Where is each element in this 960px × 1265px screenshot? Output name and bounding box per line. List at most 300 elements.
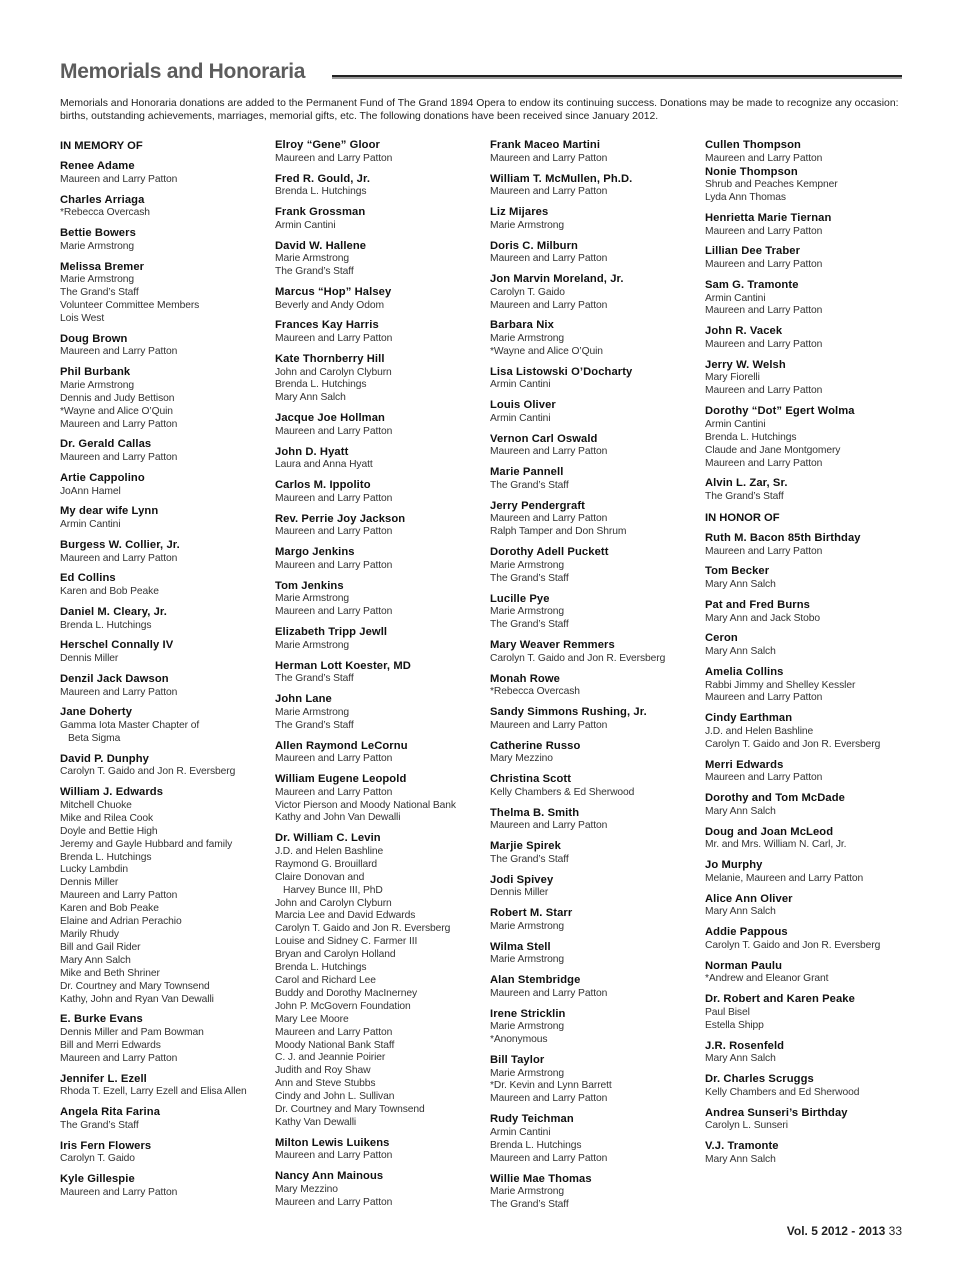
honoree-name: Ceron <box>705 632 738 645</box>
donor-name: Marie Armstrong <box>490 1067 565 1079</box>
donor-name: Kelly Chambers & Ed Sherwood <box>490 786 635 798</box>
honoree-name: E. Burke Evans <box>60 1013 143 1026</box>
donor-name: Claude and Jane Montgomery <box>705 444 841 456</box>
donor-name: The Grand’s Staff <box>490 572 569 584</box>
donor-name: Mitchell Chuoke <box>60 799 132 811</box>
donor-name: Bill and Gail Rider <box>60 941 141 953</box>
donor-name: Armin Cantini <box>705 292 766 304</box>
donor-name: Maureen and Larry Patton <box>275 1150 393 1162</box>
honoree-name: Dr. Gerald Callas <box>60 438 152 451</box>
memorial-entry <box>490 139 700 166</box>
donor-name: Carolyn T. Gaido and Jon R. Eversberg <box>705 939 881 951</box>
donor-name: Maureen and Larry Patton <box>60 418 178 430</box>
honoree-name: Vernon Carl Oswald <box>490 432 598 445</box>
memorial-entry <box>705 599 915 626</box>
donor-name: Jeremy and Gayle Hubbard and family <box>60 838 233 850</box>
honoree-name: Mary Weaver Remmers <box>490 639 615 652</box>
donor-name: Mary Ann Salch <box>705 646 776 658</box>
memorial-entry <box>705 859 915 886</box>
honoree-name: Dorothy “Dot” Egert Wolma <box>705 405 855 418</box>
honoree-name: Ruth M. Bacon 85th Birthday <box>705 531 861 544</box>
memorial-entry <box>705 1140 915 1167</box>
donor-name: Judith and Roy Shaw <box>275 1065 371 1077</box>
donor-name: Maureen and Larry Patton <box>705 338 823 350</box>
memorial-entry <box>490 740 700 767</box>
donor-name: The Grand’s Staff <box>490 479 569 491</box>
donor-name: Buddy and Dorothy MacInerney <box>275 987 418 999</box>
memorial-entry <box>490 319 700 358</box>
honoree-name: My dear wife Lynn <box>60 505 159 518</box>
honoree-name: William J. Edwards <box>60 786 164 799</box>
donor-name: The Grand’s Staff <box>490 619 569 631</box>
donor-name: Brenda L. Hutchings <box>275 962 367 974</box>
memorial-entry <box>705 279 915 318</box>
donor-name: Armin Cantini <box>490 379 551 391</box>
honoree-name: Wilma Stell <box>490 940 551 953</box>
honoree-name: Monah Rowe <box>490 672 560 685</box>
donor-name: Maureen and Larry Patton <box>275 492 393 504</box>
memorial-entry <box>275 513 485 540</box>
donor-name: Mary Lee Moore <box>275 1013 349 1025</box>
honoree-name: Alice Ann Oliver <box>705 892 793 905</box>
honoree-name: Fred R. Gould, Jr. <box>275 172 371 185</box>
memorial-entry <box>705 792 915 819</box>
honoree-name: Dorothy Adell Puckett <box>490 546 609 559</box>
donor-name: Maureen and Larry Patton <box>275 526 393 538</box>
honoree-name: Iris Fern Flowers <box>60 1139 152 1152</box>
donor-name: Lucky Lambdin <box>60 864 128 876</box>
donor-name: Cindy and John L. Sullivan <box>275 1091 395 1103</box>
honoree-name: Herman Lott Koester, MD <box>275 659 411 672</box>
donor-name: Melanie, Maureen and Larry Patton <box>705 872 864 884</box>
memorial-entry <box>490 673 700 700</box>
donor-name: Armin Cantini <box>490 1126 551 1138</box>
memorial-entry <box>60 1106 270 1133</box>
donor-name: Marie Armstrong <box>275 706 350 718</box>
donor-name: Carolyn T. Gaido and Jon R. Eversberg <box>705 738 881 750</box>
donor-name: Maureen and Larry Patton <box>275 425 393 437</box>
memorial-entry <box>705 565 915 592</box>
donor-name: Maureen and Larry Patton <box>490 186 608 198</box>
memorial-entry <box>705 993 915 1032</box>
honoree-name: Alan Stembridge <box>490 974 581 987</box>
memorial-entry <box>275 580 485 619</box>
memorial-entry <box>60 1073 270 1100</box>
memorial-entry <box>705 759 915 786</box>
donor-name: Maureen and Larry Patton <box>60 346 178 358</box>
donor-name: Brenda L. Hutchings <box>60 851 152 863</box>
donor-name: Ann and Steve Stubbs <box>275 1078 376 1090</box>
honoree-name: Doug and Joan McLeod <box>705 825 834 838</box>
donor-name: John and Carolyn Clyburn <box>275 366 392 378</box>
honoree-name: Jerry Pendergraft <box>490 499 585 512</box>
donor-name: Maureen and Larry Patton <box>60 552 178 564</box>
donor-name: Maureen and Larry Patton <box>275 152 393 164</box>
donor-name: Lyda Ann Thomas <box>705 192 786 203</box>
honoree-name: Lucille Pye <box>490 592 550 605</box>
memorial-entry <box>275 479 485 506</box>
honoree-name: Jane Doherty <box>60 706 133 719</box>
donor-name: Marie Armstrong <box>490 954 565 966</box>
honoree-name: Jodi Spivey <box>490 873 554 886</box>
honoree-name: Tom Jenkins <box>275 579 344 592</box>
memorial-entry <box>490 1054 700 1106</box>
donor-name: Maureen and Larry Patton <box>490 719 608 731</box>
donor-name: Karen and Bob Peake <box>60 903 159 915</box>
honoree-name: Henrietta Marie Tiernan <box>705 211 832 224</box>
donor-name: Maureen and Larry Patton <box>60 173 178 185</box>
donor-name: Rabbi Jimmy and Shelley Kessler <box>705 679 856 691</box>
donor-name: Marie Armstrong <box>490 1186 565 1198</box>
donor-name: Maureen and Larry Patton <box>490 253 608 265</box>
donor-name: Beverly and Andy Odom <box>275 299 384 311</box>
honoree-name: Rudy Teichman <box>490 1113 574 1126</box>
donor-name: Kelly Chambers and Ed Sherwood <box>705 1086 860 1098</box>
donor-name: Maureen and Larry Patton <box>275 786 393 798</box>
honoree-name: Elroy “Gene” Gloor <box>275 139 380 151</box>
memorial-entry <box>490 399 700 426</box>
honoree-name: Herschel Connally IV <box>60 639 174 652</box>
memorial-entry <box>60 786 270 1006</box>
memorial-entry <box>60 227 270 254</box>
donor-name: *Rebecca Overcash <box>60 207 150 219</box>
honoree-name: John R. Vacek <box>705 325 783 338</box>
memorial-entry <box>60 472 270 499</box>
memorial-entry <box>60 261 270 326</box>
honoree-name: Lillian Dee Traber <box>705 245 801 258</box>
memorial-entry <box>490 546 700 585</box>
donor-name: Maureen and Larry Patton <box>705 385 823 397</box>
memorial-entry <box>705 712 915 751</box>
honoree-name: Frances Kay Harris <box>275 319 379 332</box>
honoree-name: Angela Rita Farina <box>60 1106 161 1119</box>
honoree-name: J.R. Rosenfeld <box>705 1039 785 1052</box>
donor-name: Brenda L. Hutchings <box>490 1139 582 1151</box>
memorial-entry <box>60 639 270 666</box>
memorial-entry <box>705 139 915 166</box>
memorial-entry <box>490 706 700 733</box>
honoree-name: Christina Scott <box>490 773 572 786</box>
donor-name: Marie Armstrong <box>60 274 135 286</box>
section-heading: IN MEMORY OF <box>60 140 143 152</box>
donor-name: Maureen and Larry Patton <box>275 333 393 344</box>
memorial-entry <box>490 206 700 233</box>
memorial-entry <box>705 532 915 559</box>
donor-name: Harvey Bunce III, PhD <box>283 884 383 896</box>
donor-name: Maureen and Larry Patton <box>490 299 608 311</box>
donor-name: J.D. and Helen Bashline <box>275 845 384 857</box>
donor-name: Maureen and Larry Patton <box>490 513 608 525</box>
donor-name: Maureen and Larry Patton <box>60 1186 178 1198</box>
memorial-entry <box>705 666 915 705</box>
honoree-name: Dr. Charles Scruggs <box>705 1073 814 1086</box>
memorial-entry <box>490 1008 700 1047</box>
donor-name: Paul Bisel <box>705 1006 750 1018</box>
donor-name: *Wayne and Alice O’Quin <box>490 345 603 357</box>
memorial-entry <box>490 593 700 632</box>
honoree-name: Milton Lewis Luikens <box>275 1136 390 1149</box>
honoree-name: Bettie Bowers <box>60 227 136 239</box>
donor-name: Maureen and Larry Patton <box>490 820 608 832</box>
memorial-entry <box>275 773 485 825</box>
donor-name: Mary Ann and Jack Stobo <box>705 612 821 624</box>
donor-name: The Grand’s Staff <box>490 853 569 865</box>
donor-name: Maureen and Larry Patton <box>490 1093 608 1105</box>
honoree-name: David P. Dunphy <box>60 752 149 765</box>
donor-name: Maureen and Larry Patton <box>60 686 178 698</box>
memorial-entry <box>705 632 915 659</box>
memorial-entry <box>705 245 915 272</box>
donor-name: *Dr. Kevin and Lynn Barrett <box>490 1080 612 1092</box>
donor-name: Armin Cantini <box>490 412 551 424</box>
honoree-name: Andrea Sunseri’s Birthday <box>705 1106 848 1119</box>
donor-name: Dennis Miller <box>60 653 119 665</box>
donor-name: Mary Ann Salch <box>275 392 346 404</box>
donor-name: Marie Armstrong <box>275 593 350 605</box>
donor-name: Mary Ann Salch <box>705 906 776 918</box>
memorial-entry <box>490 173 700 200</box>
memorial-entry <box>490 874 700 901</box>
honoree-name: Artie Cappolino <box>60 471 145 484</box>
honoree-name: John D. Hyatt <box>275 445 349 458</box>
honoree-name: Irene Stricklin <box>490 1007 566 1020</box>
donor-name: Bryan and Carolyn Holland <box>275 949 396 961</box>
honoree-name: Lisa Listowski O’Docharty <box>490 365 633 378</box>
donor-name: *Wayne and Alice O’Quin <box>60 405 173 417</box>
memorial-entry <box>490 773 700 800</box>
memorial-entry <box>275 206 485 233</box>
section-heading: IN HONOR OF <box>705 511 780 524</box>
memorial-entry <box>275 139 485 166</box>
memorial-entry <box>275 173 485 200</box>
memorial-entry <box>60 606 270 633</box>
donor-name: Mary Ann Salch <box>60 954 131 966</box>
memorial-entry <box>60 366 270 431</box>
donor-name: Claire Donovan and <box>275 871 365 883</box>
donor-name: Armin Cantini <box>275 219 336 231</box>
memorial-entry <box>705 960 915 987</box>
donor-name: Maureen and Larry Patton <box>705 545 823 557</box>
donor-name: Marie Armstrong <box>490 333 565 344</box>
memorial-entry <box>705 1107 915 1134</box>
memorial-entry <box>705 325 915 352</box>
donor-name: Carolyn T. Gaido and Jon R. Eversberg <box>60 766 236 778</box>
donor-name: Maureen and Larry Patton <box>275 753 393 765</box>
donor-name: Marie Armstrong <box>60 379 135 391</box>
donor-name: The Grand’s Staff <box>275 673 354 685</box>
intro-paragraph: Memorials and Honoraria donations are added to the Permanent Fund of The Grand 1894 Opera to endow its continuing success. Donations may be made to recognize any occasion: births, outstanding achievements, marriages, memorial gifts, etc. The following donations have been received since January 2012. <box>60 98 899 122</box>
memorial-entry <box>60 194 270 221</box>
honoree-name: Melissa Bremer <box>60 260 145 273</box>
honoree-name: Doug Brown <box>60 332 128 345</box>
honoree-name: Jacque Joe Hollman <box>275 412 385 425</box>
memorial-entry <box>705 212 915 239</box>
donor-name: Marie Armstrong <box>60 240 135 252</box>
memorial-entry <box>275 546 485 573</box>
column-1 <box>60 139 270 1207</box>
page-header <box>60 58 902 88</box>
memorial-entry <box>60 753 270 780</box>
honoree-name: Alvin L. Zar, Sr. <box>705 477 788 490</box>
donor-name: Armin Cantini <box>60 519 121 531</box>
donor-name: Victor Pierson and Moody National Bank <box>275 799 456 811</box>
donor-name: John P. McGovern Foundation <box>275 1000 411 1012</box>
donor-name: Maureen and Larry Patton <box>490 1152 608 1164</box>
honoree-name: Sam G. Tramonte <box>705 278 799 291</box>
donor-name: Brenda L. Hutchings <box>60 619 152 631</box>
donor-name: Carolyn T. Gaido and Jon R. Eversberg <box>490 652 666 664</box>
donor-name: Kathy, John and Ryan Van Dewalli <box>60 993 214 1005</box>
memorial-entry <box>705 477 915 504</box>
page-footer <box>787 1224 902 1238</box>
donor-name: Brenda L. Hutchings <box>275 379 367 391</box>
honoree-name: Cindy Earthman <box>705 712 793 725</box>
memorial-entry <box>490 433 700 460</box>
donor-name: Gamma Iota Master Chapter of <box>60 720 200 732</box>
memorial-entry <box>60 505 270 532</box>
donor-name: The Grand’s Staff <box>60 287 139 298</box>
memorial-entry <box>60 1140 270 1167</box>
memorial-entry <box>705 1073 915 1100</box>
donor-name: *Rebecca Overcash <box>490 686 580 698</box>
donor-name: Marily Rhudy <box>60 929 119 940</box>
honoree-name: Marjie Spirek <box>490 840 561 853</box>
donor-name: Carolyn T. Gaido <box>490 286 565 298</box>
donor-name: The Grand’s Staff <box>275 719 354 731</box>
donor-name: Brenda L. Hutchings <box>275 186 367 198</box>
donor-name: Elaine and Adrian Perachio <box>60 916 182 928</box>
donor-name: Rhoda T. Ezell, Larry Ezell and Elisa Allen <box>60 1086 247 1098</box>
honoree-name: V.J. Tramonte <box>705 1140 779 1153</box>
memorial-entry <box>490 1113 700 1165</box>
donor-name: Mike and Rilea Cook <box>60 812 154 824</box>
honoree-name: Daniel M. Cleary, Jr. <box>60 605 167 618</box>
donor-name: Maureen and Larry Patton <box>275 559 393 571</box>
memorial-entry <box>490 941 700 968</box>
honoree-name: Addie Pappous <box>705 926 788 939</box>
memorial-entry <box>60 539 270 566</box>
donor-name: Dennis Miller and Pam Bowman <box>60 1027 204 1039</box>
donor-name: Maureen and Larry Patton <box>275 606 393 618</box>
donor-name: Carolyn T. Gaido <box>60 1153 135 1165</box>
memorial-entry <box>705 166 915 205</box>
honoree-name: Kyle Gillespie <box>60 1173 135 1186</box>
memorial-entry <box>490 366 700 393</box>
donor-name: Carol and Richard Lee <box>275 975 376 986</box>
donor-name: Mary Mezzino <box>275 1183 338 1195</box>
donor-name: Shrub and Peaches Kempner <box>705 179 838 191</box>
honoree-name: Phil Burbank <box>60 366 131 379</box>
honoree-name: Jo Murphy <box>705 859 763 872</box>
honoree-name: Robert M. Starr <box>490 907 573 920</box>
donor-name: C. J. and Jeannie Poirier <box>275 1052 386 1064</box>
honoree-name: Tom Becker <box>705 565 770 578</box>
honoree-name: Carlos M. Ippolito <box>275 479 371 492</box>
honoree-name: Liz Mijares <box>490 206 549 218</box>
donor-name: Marie Armstrong <box>275 639 350 651</box>
memorial-entry <box>60 572 270 599</box>
donor-name: Dr. Courtney and Mary Townsend <box>275 1104 425 1116</box>
donor-name: Maureen and Larry Patton <box>60 890 178 902</box>
donor-name: Dennis and Judy Bettison <box>60 392 175 404</box>
memorial-entry <box>275 740 485 767</box>
memorial-entry <box>705 826 915 853</box>
memorial-entry <box>275 832 485 1130</box>
memorial-entry <box>275 353 485 405</box>
column-2 <box>275 139 485 1217</box>
honoree-name: Bill Taylor <box>490 1053 545 1066</box>
donor-name: Brenda L. Hutchings <box>705 431 797 443</box>
memorial-entry <box>705 893 915 920</box>
donor-name: Lois West <box>60 312 105 324</box>
donor-name: Maureen and Larry Patton <box>705 457 823 469</box>
donor-name: Maureen and Larry Patton <box>275 1196 393 1208</box>
donor-name: Moody National Bank Staff <box>275 1039 395 1051</box>
donor-name: Mr. and Mrs. William N. Carl, Jr. <box>705 839 847 851</box>
donor-name: J.D. and Helen Bashline <box>705 725 814 737</box>
memorial-entry <box>490 500 700 539</box>
donor-name: Doyle and Bettie High <box>60 825 158 837</box>
memorial-entry <box>705 926 915 953</box>
donor-name: Marie Armstrong <box>275 253 350 265</box>
honoree-name: Thelma B. Smith <box>490 806 580 819</box>
donor-name: The Grand’s Staff <box>490 1199 569 1211</box>
donor-name: Mary Mezzino <box>490 753 553 765</box>
donor-name: Maureen and Larry Patton <box>490 987 608 999</box>
donor-name: Volunteer Committee Members <box>60 299 200 311</box>
donor-name: Mary Ann Salch <box>705 579 776 591</box>
honoree-name: Merri Edwards <box>705 758 784 771</box>
memorial-entry <box>60 160 270 187</box>
honoree-name: Rev. Perrie Joy Jackson <box>275 512 406 525</box>
memorial-entry <box>275 286 485 313</box>
title-rule <box>332 75 902 79</box>
donor-name: Maureen and Larry Patton <box>60 1052 178 1064</box>
honoree-name: Doris C. Milburn <box>490 239 578 252</box>
donor-name: Marie Armstrong <box>490 920 565 932</box>
donor-name: Dr. Courtney and Mary Townsend <box>60 980 210 992</box>
memorial-entry <box>275 1137 485 1164</box>
donor-name: JoAnn Hamel <box>60 485 121 497</box>
column-3 <box>490 139 700 1219</box>
donor-name: Mary Ann Salch <box>705 805 776 817</box>
column-4 <box>705 139 915 1174</box>
memorial-entry <box>490 240 700 267</box>
honoree-name: Cullen Thompson <box>705 139 801 151</box>
memorial-entry <box>60 673 270 700</box>
honoree-name: Dr. Robert and Karen Peake <box>705 993 855 1006</box>
honoree-name: Burgess W. Collier, Jr. <box>60 538 180 551</box>
donor-name: Mike and Beth Shriner <box>60 967 160 979</box>
memorial-entry <box>490 974 700 1001</box>
donor-name: The Grand’s Staff <box>275 266 354 277</box>
donor-name: Marie Armstrong <box>490 219 565 231</box>
memorial-entry <box>490 807 700 834</box>
donor-name: Dennis Miller <box>490 887 549 899</box>
donor-name: *Anonymous <box>490 1034 548 1046</box>
honoree-name: William T. McMullen, Ph.D. <box>490 172 633 185</box>
honoree-name: Marcus “Hop” Halsey <box>275 285 392 298</box>
memorial-entry <box>490 639 700 666</box>
honoree-name: Barbara Nix <box>490 319 554 332</box>
honoree-name: Marie Pannell <box>490 466 564 479</box>
memorial-entry <box>705 359 915 398</box>
memorial-entry <box>275 1170 485 1209</box>
donor-name: Dennis Miller <box>60 877 119 889</box>
honoree-name: Sandy Simmons Rushing, Jr. <box>490 706 647 719</box>
memorial-entry <box>275 693 485 732</box>
donor-name: Maureen and Larry Patton <box>490 446 608 458</box>
